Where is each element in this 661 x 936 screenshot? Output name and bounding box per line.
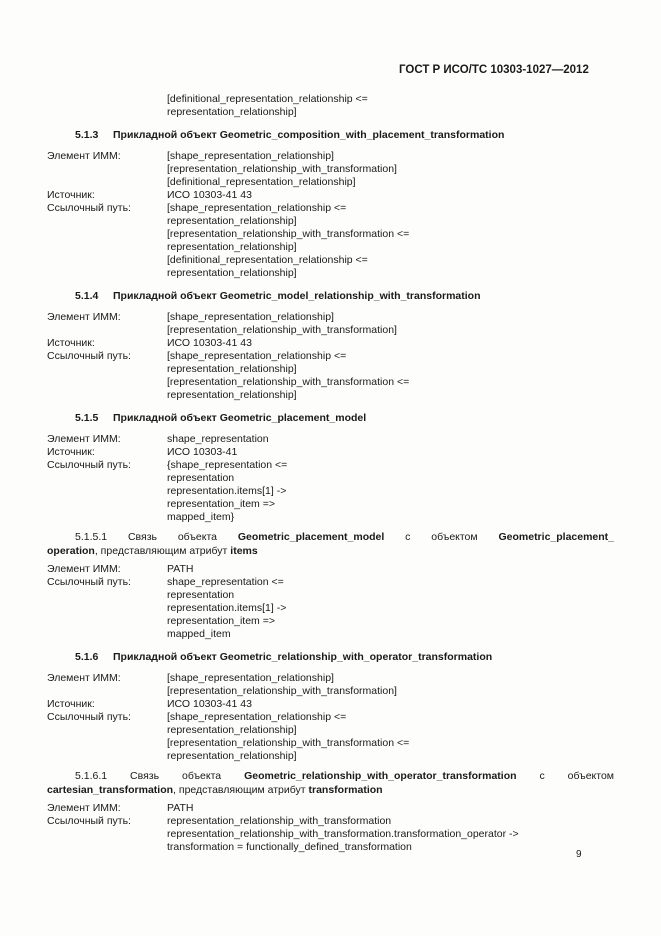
path-line: representation_relationship] xyxy=(167,106,297,118)
path-line: [representation_relationship_with_transformation <= xyxy=(167,228,410,240)
section-title: Прикладной объект Geometric_composition_with_placement_transformation xyxy=(113,129,505,141)
imm-value: [definitional_representation_relationship] xyxy=(167,176,356,188)
path-line: [shape_representation_relationship <= xyxy=(167,202,347,214)
path-line: representation_relationship] xyxy=(167,750,297,762)
paragraph-5-1-6-1: 5.1.6.1 Связь объекта Geometric_relationship_with_operator_transformation с объектом cartesian_transformation, представляющим атрибут transformation xyxy=(47,770,615,796)
paragraph-5-1-5-1: 5.1.5.1 Связь объекта Geometric_placement_model с объектом Geometric_placement_ operation, представляющим атрибут items xyxy=(47,531,615,557)
ref-path-label: Ссылочный путь: xyxy=(47,815,131,827)
attribute-name: transformation xyxy=(308,784,383,796)
section-number: 5.1.6 xyxy=(75,651,99,663)
path-line: representation_item => xyxy=(167,615,275,627)
path-line: representation_relationship] xyxy=(167,215,297,227)
document-id-header: ГОСТ Р ИСО/ТС 10303-1027—2012 xyxy=(399,64,589,76)
ref-path-label: Ссылочный путь: xyxy=(47,459,131,471)
path-line: representation_relationship_with_transformation.transformation_operator -> xyxy=(167,828,519,840)
imm-label: Элемент ИММ: xyxy=(47,433,121,445)
section-heading-5-1-6 xyxy=(0,648,661,667)
imm-value: [shape_representation_relationship] xyxy=(167,672,334,684)
source-value: ИСО 10303-41 xyxy=(167,446,238,458)
path-line: representation.items[1] -> xyxy=(167,485,287,497)
path-line: representation_relationship] xyxy=(167,267,297,279)
ref-path-label: Ссылочный путь: xyxy=(47,202,131,214)
section-heading-5-1-3 xyxy=(0,126,661,145)
entity-name: Geometric_composition_with_placement_transformation xyxy=(219,129,505,141)
imm-value: [representation_relationship_with_transformation] xyxy=(167,324,397,336)
imm-value: [representation_relationship_with_transformation] xyxy=(167,163,397,175)
source-value: ИСО 10303-41 43 xyxy=(167,337,252,349)
path-line: transformation = functionally_defined_transformation xyxy=(167,841,412,853)
path-line: shape_representation <= xyxy=(167,576,284,588)
path-line: [shape_representation_relationship <= xyxy=(167,350,347,362)
source-label: Источник: xyxy=(47,446,95,458)
imm-value: [shape_representation_relationship] xyxy=(167,150,334,162)
path-line: representation_relationship] xyxy=(167,389,297,401)
path-line: representation xyxy=(167,472,235,484)
text-line xyxy=(0,106,661,119)
source-label: Источник: xyxy=(47,698,95,710)
attribute-name: items xyxy=(230,545,258,557)
imm-value: PATH xyxy=(167,802,194,814)
ref-path-label: Ссылочный путь: xyxy=(47,350,131,362)
entity-name: Geometric_placement_model xyxy=(237,531,385,543)
imm-label: Элемент ИММ: xyxy=(47,311,121,323)
ref-path-label: Ссылочный путь: xyxy=(47,711,131,723)
target-entity: cartesian_transformation xyxy=(47,784,174,796)
section-number: 5.1.3 xyxy=(75,129,99,141)
path-line: [shape_representation_relationship <= xyxy=(167,711,347,723)
entity-name: Geometric_placement_model xyxy=(219,412,367,424)
section-title: Прикладной объект Geometric_relationship_with_operator_transformation xyxy=(113,651,493,663)
section-heading-5-1-5 xyxy=(0,409,661,428)
entity-name: Geometric_relationship_with_operator_transformation xyxy=(244,770,517,782)
imm-label: Элемент ИММ: xyxy=(47,672,121,684)
section-number: 5.1.4 xyxy=(75,290,99,302)
target-entity-cont: operation xyxy=(47,545,95,557)
path-line: representation_relationship_with_transformation xyxy=(167,815,392,827)
section-title: Прикладной объект Geometric_model_relationship_with_transformation xyxy=(113,290,481,302)
ref-path-label: Ссылочный путь: xyxy=(47,576,131,588)
section-number: 5.1.5 xyxy=(75,412,99,424)
imm-value: [shape_representation_relationship] xyxy=(167,311,334,323)
imm-value: PATH xyxy=(167,563,194,575)
path-line: representation_relationship] xyxy=(167,724,297,736)
path-line: representation.items[1] -> xyxy=(167,602,287,614)
source-label: Источник: xyxy=(47,189,95,201)
path-line: [representation_relationship_with_transformation <= xyxy=(167,376,410,388)
page-number: 9 xyxy=(576,849,582,860)
imm-label: Элемент ИММ: xyxy=(47,563,121,575)
paragraph-first-line: 5.1.5.1 Связь объекта Geometric_placement_model с объектом Geometric_placement_ xyxy=(75,531,615,543)
path-line: representation_relationship] xyxy=(167,363,297,375)
target-entity: Geometric_placement_ xyxy=(498,531,615,543)
imm-value: [representation_relationship_with_transformation] xyxy=(167,685,397,697)
entity-name: Geometric_relationship_with_operator_transformation xyxy=(219,651,493,663)
section-heading-5-1-4 xyxy=(0,287,661,306)
imm-label: Элемент ИММ: xyxy=(47,150,121,162)
path-line: [definitional_representation_relationship <= xyxy=(167,254,368,266)
source-label: Источник: xyxy=(47,337,95,349)
section-title: Прикладной объект Geometric_placement_model xyxy=(113,412,367,424)
path-line: mapped_item} xyxy=(167,511,235,523)
path-line: representation_relationship] xyxy=(167,241,297,253)
text-line xyxy=(0,93,661,106)
path-line: [definitional_representation_relationship <= xyxy=(167,93,368,105)
document-body xyxy=(0,93,661,854)
path-line: mapped_item xyxy=(167,628,231,640)
source-value: ИСО 10303-41 43 xyxy=(167,189,252,201)
path-line: representation xyxy=(167,589,235,601)
path-line: representation_item => xyxy=(167,498,275,510)
paragraph-first-line: 5.1.6.1 Связь объекта Geometric_relationship_with_operator_transformation с объектом xyxy=(75,770,615,782)
imm-label: Элемент ИММ: xyxy=(47,802,121,814)
path-line: [representation_relationship_with_transformation <= xyxy=(167,737,410,749)
source-value: ИСО 10303-41 43 xyxy=(167,698,252,710)
path-line: {shape_representation <= xyxy=(167,459,288,471)
imm-value: shape_representation xyxy=(167,433,269,445)
entity-name: Geometric_model_relationship_with_transformation xyxy=(219,290,481,302)
